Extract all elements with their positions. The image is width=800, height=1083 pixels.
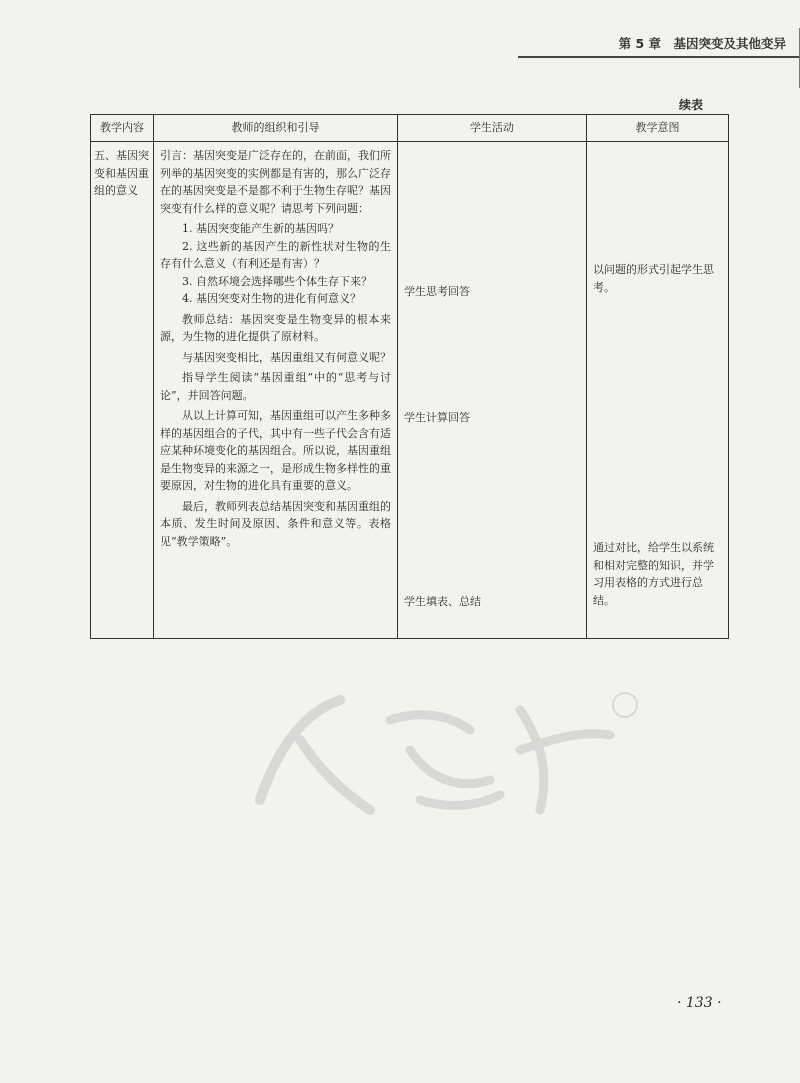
page-header: [518, 28, 800, 58]
table-row: [91, 142, 729, 639]
activity-calculate-answer: 学生计算回答: [404, 411, 470, 424]
activity-fill-summarize: 学生填表、总结: [404, 595, 481, 608]
guidance-question-3: 3. 自然环境会选择哪些个体生存下来？: [182, 274, 372, 288]
guidance-question-2: 2. 这些新的基因产生的新性状对生物的生存有什么意义（有利还是有害）？: [160, 239, 391, 270]
table-header-row: [91, 115, 729, 142]
guidance-final-summary: 最后，教师列表总结基因突变和基因重组的本质、发生时间及原因、条件和意义等。表格见“教学策略”。: [160, 499, 391, 548]
guidance-teacher-summary: 教师总结：基因突变是生物变异的根本来源，为生物的进化提供了原材料。: [160, 312, 391, 343]
cell-guidance: [154, 142, 398, 639]
guidance-question-1: 1. 基因突变能产生新的基因吗？: [182, 222, 339, 235]
column-header-guidance: 教师的组织和引导: [154, 115, 398, 142]
content-text: 五、基因突变和基因重组的意义: [94, 149, 149, 197]
intent-comparison: 通过对比，给学生以系统和相对完整的知识，并学习用表格的方式进行总结。: [593, 541, 714, 607]
column-header-content: 教学内容: [91, 115, 154, 142]
page-number: · 133 ·: [677, 995, 722, 1011]
lesson-plan-table: [90, 114, 729, 639]
activity-think-answer: 学生思考回答: [404, 285, 470, 298]
column-header-activity: 学生活动: [398, 115, 587, 142]
header-rule: [518, 56, 800, 58]
guidance-question-4: 4. 基因突变对生物的进化有何意义？: [182, 292, 361, 305]
chapter-title: 第 5 章 基因突变及其他变异: [618, 36, 786, 51]
publisher-watermark: [220, 680, 640, 830]
cell-intent: [587, 142, 729, 639]
guidance-intro: 引言：基因突变是广泛存在的，在前面，我们所列举的基因突变的实例都是有害的，那么广泛存在的基因突变是不是都不利于生物生存呢？基因突变有什么样的意义呢？请思考下列问题：: [160, 149, 391, 215]
intent-question-form: 以问题的形式引起学生思考。: [593, 263, 714, 294]
guidance-recombination-conclusion: 从以上计算可知，基因重组可以产生多种多样的基因组合的子代，其中有一些子代会含有适应某种环境变化的基因组合。所以说，基因重组是生物变异的来源之一，是形成生物多样性的重要原因，对生物的进化具有重要的意义。: [160, 409, 391, 492]
column-header-intent: 教学意图: [587, 115, 729, 142]
cell-activity: [398, 142, 587, 639]
guidance-reading-instruction: 指导学生阅读“基因重组”中的“思考与讨论”，并回答问题。: [160, 371, 391, 402]
continued-label: 续表: [679, 98, 704, 112]
cell-content: [91, 142, 154, 639]
guidance-recombination-question: 与基因突变相比，基因重组又有何意义呢？: [182, 350, 391, 364]
